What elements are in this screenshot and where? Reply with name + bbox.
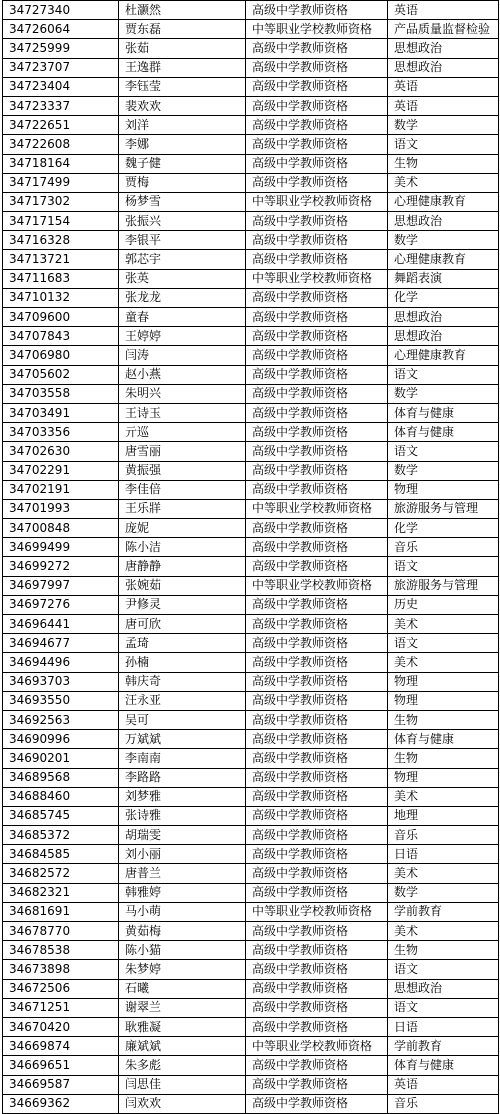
qualification-cell: 高级中学教师资格 bbox=[246, 557, 388, 576]
table-row bbox=[3, 1094, 499, 1113]
name-cell: 廉斌斌 bbox=[119, 1037, 246, 1056]
name-cell: 张英 bbox=[119, 269, 246, 288]
qualification-cell: 高级中学教师资格 bbox=[246, 231, 388, 250]
id-cell: 34717302 bbox=[3, 192, 119, 211]
id-cell: 34703356 bbox=[3, 423, 119, 442]
id-cell: 34722651 bbox=[3, 116, 119, 135]
id-cell: 34709600 bbox=[3, 308, 119, 327]
id-cell: 34669587 bbox=[3, 1075, 119, 1094]
subject-cell: 体育与健康 bbox=[388, 730, 499, 749]
name-cell: 石曦 bbox=[119, 979, 246, 998]
name-cell: 魏子健 bbox=[119, 154, 246, 173]
table-row bbox=[3, 864, 499, 883]
table-row bbox=[3, 154, 499, 173]
table-row bbox=[3, 710, 499, 729]
name-cell: 孙楠 bbox=[119, 653, 246, 672]
name-cell: 闫欢欢 bbox=[119, 1094, 246, 1113]
id-cell: 34706980 bbox=[3, 346, 119, 365]
qualification-cell: 中等职业学校教师资格 bbox=[246, 1037, 388, 1056]
id-cell: 34673898 bbox=[3, 960, 119, 979]
table-row bbox=[3, 423, 499, 442]
qualification-cell: 高级中学教师资格 bbox=[246, 787, 388, 806]
table-row bbox=[3, 576, 499, 595]
subject-cell: 英语 bbox=[388, 96, 499, 115]
table-row bbox=[3, 96, 499, 115]
subject-cell: 化学 bbox=[388, 288, 499, 307]
id-cell: 34690996 bbox=[3, 730, 119, 749]
qualification-cell: 高级中学教师资格 bbox=[246, 672, 388, 691]
table-row bbox=[3, 135, 499, 154]
table-row bbox=[3, 77, 499, 96]
table-row bbox=[3, 1037, 499, 1056]
subject-cell: 美术 bbox=[388, 787, 499, 806]
name-cell: 闫涛 bbox=[119, 346, 246, 365]
name-cell: 黄茹梅 bbox=[119, 922, 246, 941]
id-cell: 34685372 bbox=[3, 826, 119, 845]
table-row bbox=[3, 902, 499, 921]
qualification-cell: 高级中学教师资格 bbox=[246, 365, 388, 384]
id-cell: 34697997 bbox=[3, 576, 119, 595]
qualification-cell: 高级中学教师资格 bbox=[246, 826, 388, 845]
table-body bbox=[3, 1, 499, 1114]
table-row bbox=[3, 212, 499, 231]
subject-cell: 舞蹈表演 bbox=[388, 269, 499, 288]
qualification-cell: 高级中学教师资格 bbox=[246, 480, 388, 499]
id-cell: 34702630 bbox=[3, 442, 119, 461]
qualification-cell: 高级中学教师资格 bbox=[246, 1017, 388, 1036]
name-cell: 童春 bbox=[119, 308, 246, 327]
table-row bbox=[3, 461, 499, 480]
subject-cell: 音乐 bbox=[388, 826, 499, 845]
id-cell: 34700848 bbox=[3, 519, 119, 538]
subject-cell: 美术 bbox=[388, 173, 499, 192]
qualification-cell: 高级中学教师资格 bbox=[246, 403, 388, 422]
id-cell: 34726064 bbox=[3, 20, 119, 39]
name-cell: 王婷婷 bbox=[119, 327, 246, 346]
table-row bbox=[3, 116, 499, 135]
qualification-cell: 高级中学教师资格 bbox=[246, 250, 388, 269]
table-row bbox=[3, 346, 499, 365]
qualification-cell: 高级中学教师资格 bbox=[246, 979, 388, 998]
qualification-cell: 高级中学教师资格 bbox=[246, 864, 388, 883]
id-cell: 34696441 bbox=[3, 615, 119, 634]
subject-cell: 地理 bbox=[388, 806, 499, 825]
qualification-cell: 中等职业学校教师资格 bbox=[246, 269, 388, 288]
table-row bbox=[3, 288, 499, 307]
subject-cell: 美术 bbox=[388, 653, 499, 672]
name-cell: 吴可 bbox=[119, 710, 246, 729]
table-row bbox=[3, 768, 499, 787]
name-cell: 陈小猫 bbox=[119, 941, 246, 960]
id-cell: 34688460 bbox=[3, 787, 119, 806]
table-row bbox=[3, 672, 499, 691]
name-cell: 韩庆奇 bbox=[119, 672, 246, 691]
name-cell: 李南南 bbox=[119, 749, 246, 768]
table-row bbox=[3, 365, 499, 384]
name-cell: 耿雅凝 bbox=[119, 1017, 246, 1036]
table-row bbox=[3, 480, 499, 499]
qualification-cell: 高级中学教师资格 bbox=[246, 1056, 388, 1075]
id-cell: 34681691 bbox=[3, 902, 119, 921]
name-cell: 刘小丽 bbox=[119, 845, 246, 864]
qualification-cell: 高级中学教师资格 bbox=[246, 327, 388, 346]
name-cell: 李娜 bbox=[119, 135, 246, 154]
id-cell: 34703558 bbox=[3, 384, 119, 403]
table-row bbox=[3, 173, 499, 192]
qualification-cell: 高级中学教师资格 bbox=[246, 960, 388, 979]
qualification-cell: 高级中学教师资格 bbox=[246, 730, 388, 749]
id-cell: 34717499 bbox=[3, 173, 119, 192]
table-row bbox=[3, 384, 499, 403]
id-cell: 34670420 bbox=[3, 1017, 119, 1036]
id-cell: 34705602 bbox=[3, 365, 119, 384]
table-row bbox=[3, 269, 499, 288]
qualification-cell: 高级中学教师资格 bbox=[246, 77, 388, 96]
subject-cell: 化学 bbox=[388, 519, 499, 538]
name-cell: 裴欢欢 bbox=[119, 96, 246, 115]
id-cell: 34716328 bbox=[3, 231, 119, 250]
subject-cell: 日语 bbox=[388, 845, 499, 864]
name-cell: 杨梦雪 bbox=[119, 192, 246, 211]
subject-cell: 英语 bbox=[388, 1075, 499, 1094]
subject-cell: 语文 bbox=[388, 365, 499, 384]
qualification-cell: 高级中学教师资格 bbox=[246, 212, 388, 231]
qualification-cell: 高级中学教师资格 bbox=[246, 135, 388, 154]
id-cell: 34703491 bbox=[3, 403, 119, 422]
subject-cell: 思想政治 bbox=[388, 327, 499, 346]
subject-cell: 日语 bbox=[388, 1017, 499, 1036]
qualification-cell: 中等职业学校教师资格 bbox=[246, 576, 388, 595]
table-row bbox=[3, 519, 499, 538]
id-cell: 34711683 bbox=[3, 269, 119, 288]
name-cell: 张婉茹 bbox=[119, 576, 246, 595]
name-cell: 万斌斌 bbox=[119, 730, 246, 749]
name-cell: 贾梅 bbox=[119, 173, 246, 192]
subject-cell: 生物 bbox=[388, 749, 499, 768]
table-row bbox=[3, 979, 499, 998]
name-cell: 朱明兴 bbox=[119, 384, 246, 403]
name-cell: 李佳倍 bbox=[119, 480, 246, 499]
id-cell: 34682321 bbox=[3, 883, 119, 902]
subject-cell: 美术 bbox=[388, 864, 499, 883]
qualification-cell: 中等职业学校教师资格 bbox=[246, 902, 388, 921]
name-cell: 朱多彪 bbox=[119, 1056, 246, 1075]
qualification-cell: 高级中学教师资格 bbox=[246, 173, 388, 192]
qualification-cell: 高级中学教师资格 bbox=[246, 96, 388, 115]
name-cell: 亓巡 bbox=[119, 423, 246, 442]
table-row bbox=[3, 20, 499, 39]
qualification-cell: 高级中学教师资格 bbox=[246, 423, 388, 442]
id-cell: 34669874 bbox=[3, 1037, 119, 1056]
qualification-cell: 高级中学教师资格 bbox=[246, 538, 388, 557]
id-cell: 34669651 bbox=[3, 1056, 119, 1075]
subject-cell: 产品质量监督检验 bbox=[388, 20, 499, 39]
name-cell: 闫思佳 bbox=[119, 1075, 246, 1094]
subject-cell: 音乐 bbox=[388, 1094, 499, 1113]
name-cell: 张诗雅 bbox=[119, 806, 246, 825]
id-cell: 34713721 bbox=[3, 250, 119, 269]
table-row bbox=[3, 749, 499, 768]
qualification-cell: 高级中学教师资格 bbox=[246, 634, 388, 653]
table-row bbox=[3, 998, 499, 1017]
table-row bbox=[3, 787, 499, 806]
table-row bbox=[3, 634, 499, 653]
name-cell: 杜灏然 bbox=[119, 1, 246, 20]
id-cell: 34717154 bbox=[3, 212, 119, 231]
qualification-cell: 高级中学教师资格 bbox=[246, 653, 388, 672]
id-cell: 34685745 bbox=[3, 806, 119, 825]
id-cell: 34671251 bbox=[3, 998, 119, 1017]
subject-cell: 数学 bbox=[388, 461, 499, 480]
name-cell: 孟琦 bbox=[119, 634, 246, 653]
id-cell: 34678538 bbox=[3, 941, 119, 960]
qualification-cell: 高级中学教师资格 bbox=[246, 384, 388, 403]
qualification-cell: 高级中学教师资格 bbox=[246, 154, 388, 173]
id-cell: 34678770 bbox=[3, 922, 119, 941]
certificate-table bbox=[2, 0, 499, 1114]
subject-cell: 心理健康教育 bbox=[388, 192, 499, 211]
id-cell: 34699499 bbox=[3, 538, 119, 557]
subject-cell: 音乐 bbox=[388, 538, 499, 557]
subject-cell: 语文 bbox=[388, 634, 499, 653]
id-cell: 34723707 bbox=[3, 58, 119, 77]
qualification-cell: 高级中学教师资格 bbox=[246, 288, 388, 307]
subject-cell: 物理 bbox=[388, 672, 499, 691]
subject-cell: 心理健康教育 bbox=[388, 250, 499, 269]
table-row bbox=[3, 538, 499, 557]
name-cell: 张振兴 bbox=[119, 212, 246, 231]
subject-cell: 数学 bbox=[388, 883, 499, 902]
name-cell: 王逸群 bbox=[119, 58, 246, 77]
id-cell: 34690201 bbox=[3, 749, 119, 768]
qualification-cell: 高级中学教师资格 bbox=[246, 1, 388, 20]
subject-cell: 体育与健康 bbox=[388, 423, 499, 442]
id-cell: 34693550 bbox=[3, 691, 119, 710]
name-cell: 李银平 bbox=[119, 231, 246, 250]
qualification-cell: 高级中学教师资格 bbox=[246, 941, 388, 960]
table-row bbox=[3, 883, 499, 902]
qualification-cell: 高级中学教师资格 bbox=[246, 922, 388, 941]
subject-cell: 英语 bbox=[388, 1, 499, 20]
qualification-cell: 高级中学教师资格 bbox=[246, 308, 388, 327]
name-cell: 马小萌 bbox=[119, 902, 246, 921]
qualification-cell: 高级中学教师资格 bbox=[246, 461, 388, 480]
subject-cell: 美术 bbox=[388, 615, 499, 634]
table-row bbox=[3, 1056, 499, 1075]
subject-cell: 旅游服务与管理 bbox=[388, 499, 499, 518]
name-cell: 朱梦婷 bbox=[119, 960, 246, 979]
table-row bbox=[3, 615, 499, 634]
table-row bbox=[3, 806, 499, 825]
id-cell: 34727340 bbox=[3, 1, 119, 20]
qualification-cell: 高级中学教师资格 bbox=[246, 595, 388, 614]
qualification-cell: 高级中学教师资格 bbox=[246, 749, 388, 768]
table-row bbox=[3, 499, 499, 518]
name-cell: 唐雪丽 bbox=[119, 442, 246, 461]
qualification-cell: 高级中学教师资格 bbox=[246, 883, 388, 902]
name-cell: 王乐牂 bbox=[119, 499, 246, 518]
table-row bbox=[3, 250, 499, 269]
table-row bbox=[3, 192, 499, 211]
subject-cell: 思想政治 bbox=[388, 979, 499, 998]
subject-cell: 思想政治 bbox=[388, 58, 499, 77]
name-cell: 赵小燕 bbox=[119, 365, 246, 384]
name-cell: 刘洋 bbox=[119, 116, 246, 135]
table-row bbox=[3, 653, 499, 672]
id-cell: 34725999 bbox=[3, 39, 119, 58]
subject-cell: 物理 bbox=[388, 768, 499, 787]
qualification-cell: 高级中学教师资格 bbox=[246, 710, 388, 729]
name-cell: 李钰莹 bbox=[119, 77, 246, 96]
subject-cell: 美术 bbox=[388, 922, 499, 941]
table-row bbox=[3, 1017, 499, 1036]
subject-cell: 物理 bbox=[388, 480, 499, 499]
table-row bbox=[3, 960, 499, 979]
subject-cell: 思想政治 bbox=[388, 308, 499, 327]
subject-cell: 旅游服务与管理 bbox=[388, 576, 499, 595]
name-cell: 陈小洁 bbox=[119, 538, 246, 557]
subject-cell: 数学 bbox=[388, 231, 499, 250]
name-cell: 尹修灵 bbox=[119, 595, 246, 614]
qualification-cell: 高级中学教师资格 bbox=[246, 845, 388, 864]
id-cell: 34669362 bbox=[3, 1094, 119, 1113]
id-cell: 34723337 bbox=[3, 96, 119, 115]
qualification-cell: 高级中学教师资格 bbox=[246, 615, 388, 634]
qualification-cell: 高级中学教师资格 bbox=[246, 39, 388, 58]
qualification-cell: 高级中学教师资格 bbox=[246, 519, 388, 538]
subject-cell: 物理 bbox=[388, 691, 499, 710]
subject-cell: 学前教育 bbox=[388, 1037, 499, 1056]
subject-cell: 数学 bbox=[388, 116, 499, 135]
table-row bbox=[3, 730, 499, 749]
qualification-cell: 高级中学教师资格 bbox=[246, 346, 388, 365]
subject-cell: 数学 bbox=[388, 384, 499, 403]
name-cell: 刘梦雅 bbox=[119, 787, 246, 806]
qualification-cell: 高级中学教师资格 bbox=[246, 116, 388, 135]
table-row bbox=[3, 1, 499, 20]
subject-cell: 体育与健康 bbox=[388, 1056, 499, 1075]
name-cell: 谢翠兰 bbox=[119, 998, 246, 1017]
table-row bbox=[3, 403, 499, 422]
table-row bbox=[3, 39, 499, 58]
id-cell: 34689568 bbox=[3, 768, 119, 787]
id-cell: 34694677 bbox=[3, 634, 119, 653]
table-row bbox=[3, 941, 499, 960]
id-cell: 34701993 bbox=[3, 499, 119, 518]
subject-cell: 语文 bbox=[388, 998, 499, 1017]
name-cell: 胡瑞雯 bbox=[119, 826, 246, 845]
table-row bbox=[3, 58, 499, 77]
qualification-cell: 高级中学教师资格 bbox=[246, 1094, 388, 1113]
name-cell: 王诗玉 bbox=[119, 403, 246, 422]
subject-cell: 生物 bbox=[388, 154, 499, 173]
qualification-cell: 中等职业学校教师资格 bbox=[246, 499, 388, 518]
id-cell: 34672506 bbox=[3, 979, 119, 998]
id-cell: 34702291 bbox=[3, 461, 119, 480]
qualification-cell: 高级中学教师资格 bbox=[246, 998, 388, 1017]
table-row bbox=[3, 557, 499, 576]
subject-cell: 语文 bbox=[388, 557, 499, 576]
qualification-cell: 高级中学教师资格 bbox=[246, 806, 388, 825]
subject-cell: 思想政治 bbox=[388, 39, 499, 58]
name-cell: 庞妮 bbox=[119, 519, 246, 538]
table-row bbox=[3, 922, 499, 941]
subject-cell: 语文 bbox=[388, 960, 499, 979]
id-cell: 34693703 bbox=[3, 672, 119, 691]
table-row bbox=[3, 826, 499, 845]
id-cell: 34694496 bbox=[3, 653, 119, 672]
subject-cell: 思想政治 bbox=[388, 212, 499, 231]
subject-cell: 语文 bbox=[388, 442, 499, 461]
qualification-cell: 高级中学教师资格 bbox=[246, 58, 388, 77]
id-cell: 34682572 bbox=[3, 864, 119, 883]
qualification-cell: 高级中学教师资格 bbox=[246, 768, 388, 787]
subject-cell: 英语 bbox=[388, 77, 499, 96]
qualification-cell: 中等职业学校教师资格 bbox=[246, 192, 388, 211]
id-cell: 34723404 bbox=[3, 77, 119, 96]
table-row bbox=[3, 231, 499, 250]
subject-cell: 体育与健康 bbox=[388, 403, 499, 422]
name-cell: 贾东磊 bbox=[119, 20, 246, 39]
id-cell: 34722608 bbox=[3, 135, 119, 154]
id-cell: 34710132 bbox=[3, 288, 119, 307]
subject-cell: 生物 bbox=[388, 941, 499, 960]
name-cell: 韩雅婷 bbox=[119, 883, 246, 902]
subject-cell: 生物 bbox=[388, 710, 499, 729]
subject-cell: 心理健康教育 bbox=[388, 346, 499, 365]
qualification-cell: 高级中学教师资格 bbox=[246, 1075, 388, 1094]
name-cell: 张茹 bbox=[119, 39, 246, 58]
name-cell: 唐普兰 bbox=[119, 864, 246, 883]
subject-cell: 历史 bbox=[388, 595, 499, 614]
table-row bbox=[3, 1075, 499, 1094]
table-row bbox=[3, 691, 499, 710]
name-cell: 汪永亚 bbox=[119, 691, 246, 710]
name-cell: 郭芯宇 bbox=[119, 250, 246, 269]
name-cell: 唐可欣 bbox=[119, 615, 246, 634]
table-row bbox=[3, 595, 499, 614]
subject-cell: 学前教育 bbox=[388, 902, 499, 921]
id-cell: 34718164 bbox=[3, 154, 119, 173]
subject-cell: 语文 bbox=[388, 135, 499, 154]
id-cell: 34707843 bbox=[3, 327, 119, 346]
id-cell: 34692563 bbox=[3, 710, 119, 729]
name-cell: 张龙龙 bbox=[119, 288, 246, 307]
name-cell: 唐静静 bbox=[119, 557, 246, 576]
id-cell: 34699272 bbox=[3, 557, 119, 576]
table-row bbox=[3, 442, 499, 461]
qualification-cell: 中等职业学校教师资格 bbox=[246, 20, 388, 39]
id-cell: 34697276 bbox=[3, 595, 119, 614]
table-row bbox=[3, 327, 499, 346]
qualification-cell: 高级中学教师资格 bbox=[246, 442, 388, 461]
qualification-cell: 高级中学教师资格 bbox=[246, 691, 388, 710]
id-cell: 34684585 bbox=[3, 845, 119, 864]
table-row bbox=[3, 845, 499, 864]
id-cell: 34702191 bbox=[3, 480, 119, 499]
name-cell: 李路路 bbox=[119, 768, 246, 787]
table-row bbox=[3, 308, 499, 327]
name-cell: 黄振强 bbox=[119, 461, 246, 480]
